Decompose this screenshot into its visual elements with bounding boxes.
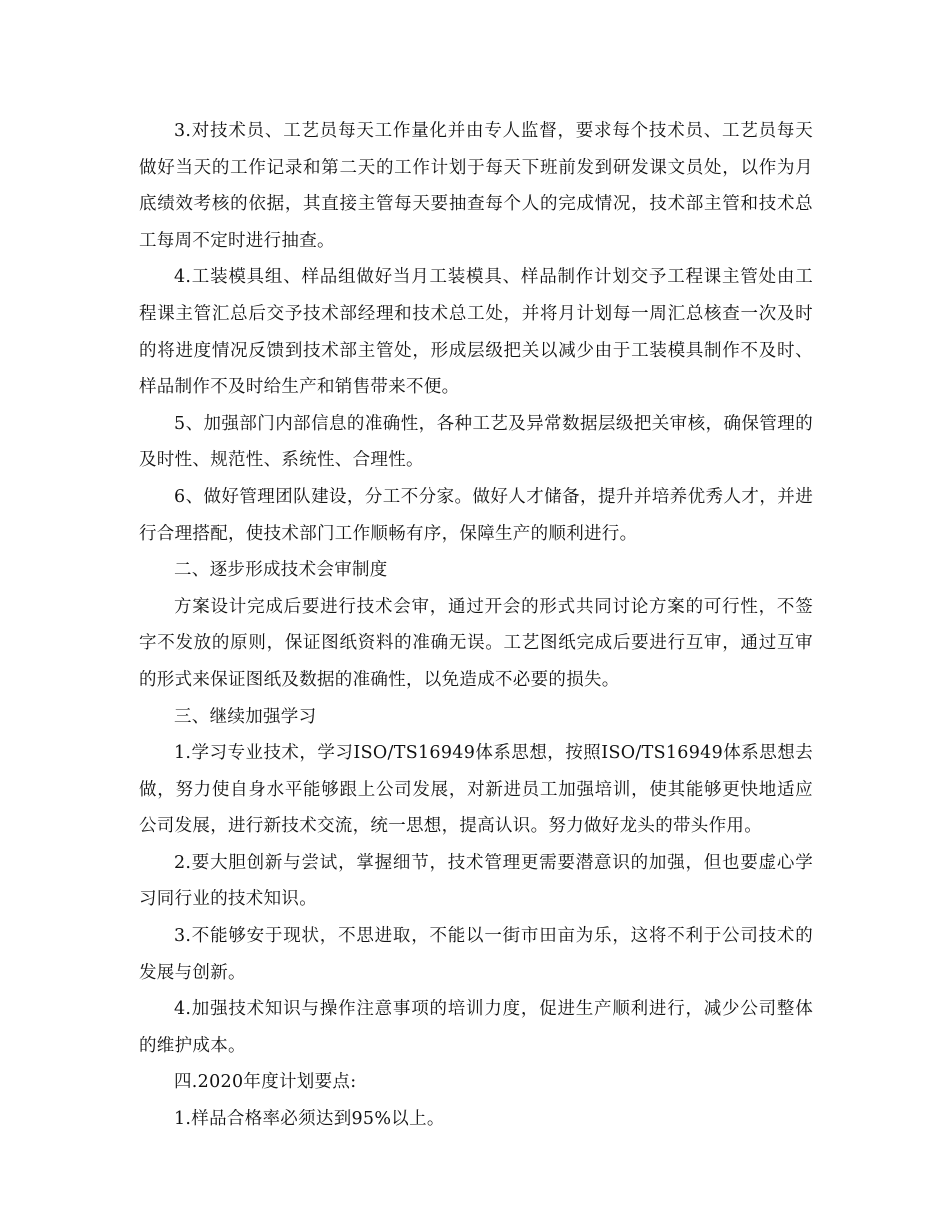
paragraph-item-3-work-quantification: 3.对技术员、工艺员每天工作量化并由专人监督，要求每个技术员、工艺员每天做好当天的工作记录和第二天的工作计划于每天下班前发到研发课文员处，以作为月底绩效考核的依据，其直接主管每天要抽查每个人的完成情况，技术部主管和技术总工每周不定时进行抽查。 xyxy=(139,121,813,251)
section-heading-technical-review: 二、逐步形成技术会审制度 xyxy=(174,560,388,581)
paragraph-plan-item-1: 1.样品合格率必须达到95%以上。 xyxy=(174,1109,445,1130)
paragraph-item-5-information-accuracy: 5、加强部门内部信息的准确性，各种工艺及异常数据层级把关审核，确保管理的及时性、规范性、系统性、合理性。 xyxy=(139,413,813,471)
paragraph-learning-item-4: 4.加强技术知识与操作注意事项的培训力度，促进生产顺利进行，减少公司整体的维护成本。 xyxy=(139,999,813,1056)
paragraph-learning-item-3: 3.不能够安于现状，不思进取，不能以一街市田亩为乐，这将不利于公司技术的发展与创新。 xyxy=(139,926,813,983)
paragraph-learning-item-1: 1.学习专业技术，学习ISO/TS16949体系思想，按照ISO/TS16949体系思想去做，努力使自身水平能够跟上公司发展，对新进员工加强培训，使其能够更快地适应公司发展，进行新技术交流，统一思想，提高认识。努力做好龙头的带头作用。 xyxy=(139,743,813,837)
paragraph-item-4-tooling-plan: 4.工装模具组、样品组做好当月工装模具、样品制作计划交予工程课主管处由工程课主管汇总后交予技术部经理和技术总工处，并将月计划每一周汇总核查一次及时的将进度情况反馈到技术部主管处，形成层级把关以减少由于工装模具制作不及时、样品制作不及时给生产和销售带来不便。 xyxy=(139,267,813,398)
paragraph-learning-item-2: 2.要大胆创新与尝试，掌握细节，技术管理更需要潜意识的加强，但也要虚心学习同行业的技术知识。 xyxy=(139,852,813,910)
paragraph-technical-review: 方案设计完成后要进行技术会审，通过开会的形式共同讨论方案的可行性，不签字不发放的原则，保证图纸资料的准确无误。工艺图纸完成后要进行互审，通过互审的形式来保证图纸及数据的准确性，以免造成不必要的损失。 xyxy=(139,596,813,690)
section-heading-2020-plan: 四.2020年度计划要点: xyxy=(174,1072,357,1093)
paragraph-item-6-team-building: 6、做好管理团队建设，分工不分家。做好人才储备，提升并培养优秀人才，并进行合理搭配，使技术部门工作顺畅有序，保障生产的顺利进行。 xyxy=(139,486,813,544)
document-body xyxy=(139,113,813,1138)
section-heading-continued-learning: 三、继续加强学习 xyxy=(174,706,317,727)
